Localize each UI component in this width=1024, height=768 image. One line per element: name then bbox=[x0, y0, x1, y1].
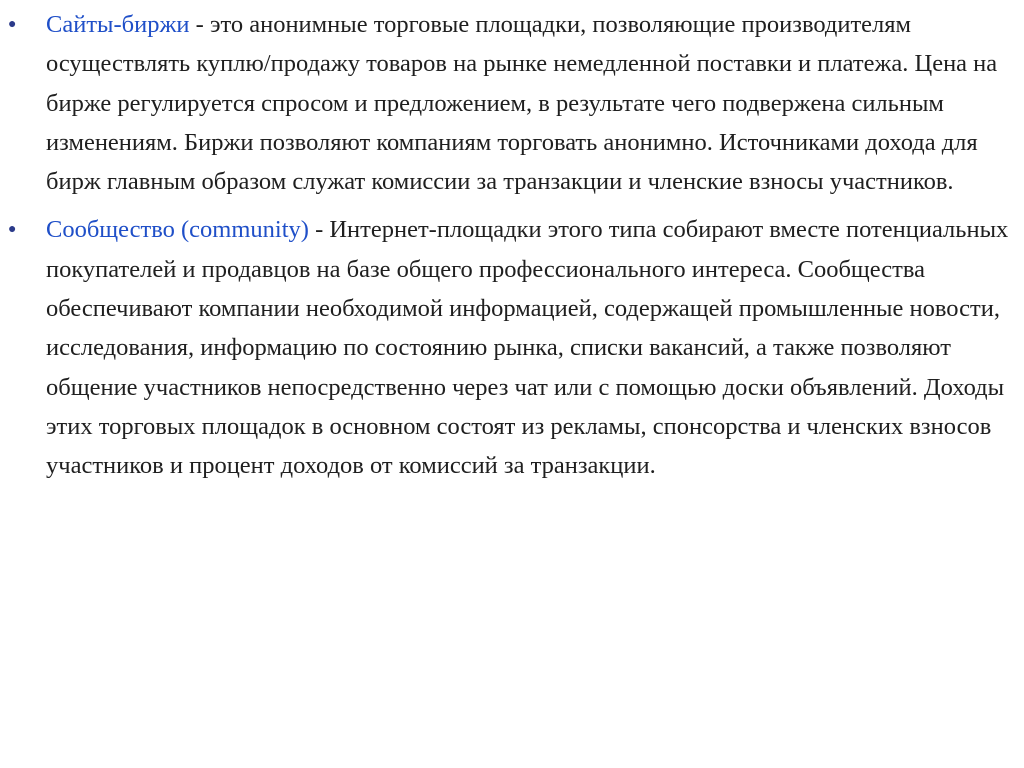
description-community: - Интернет-площадки этого типа собирают вместе потенциальных покупателей и продавцов на базе общего профессионального интереса. Сообщества обеспечивают компании необходимой информацией, содержащей промышленные новости, исследования, информацию по состоянию рынка, списки вакансий, а также позволяют общение участников непосредственно через чат или с помощью доски объявлений. Доходы этих торговых площадок в основном состоят из рекламы, спонсорства и членских взносов участников и процент доходов от комиссий за транзакции. bbox=[46, 216, 1009, 480]
term-community: Сообщество (community) bbox=[46, 216, 309, 244]
bullet-item-exchange-sites bbox=[0, 5, 1010, 201]
bullet-dot-icon: ● bbox=[8, 17, 17, 32]
bullet-list bbox=[0, 5, 1010, 495]
description-exchange-sites: - это анонимные торговые площадки, позволяющие производителям осуществлять куплю/продажу товаров на рынке немедленной поставки и платежа. Цена на бирже регулируется спросом и предложением, в результате чего подвержена сильным изменениям. Биржи позволяют компаниям торговать анонимно. Источниками дохода для бирж главным образом служат комиссии за транзакции и членские взносы участников. bbox=[46, 11, 998, 196]
bullet-item-community bbox=[0, 210, 1010, 485]
term-exchange-sites: Сайты-биржи bbox=[46, 11, 190, 38]
bullet-dot-icon: ● bbox=[8, 222, 17, 238]
